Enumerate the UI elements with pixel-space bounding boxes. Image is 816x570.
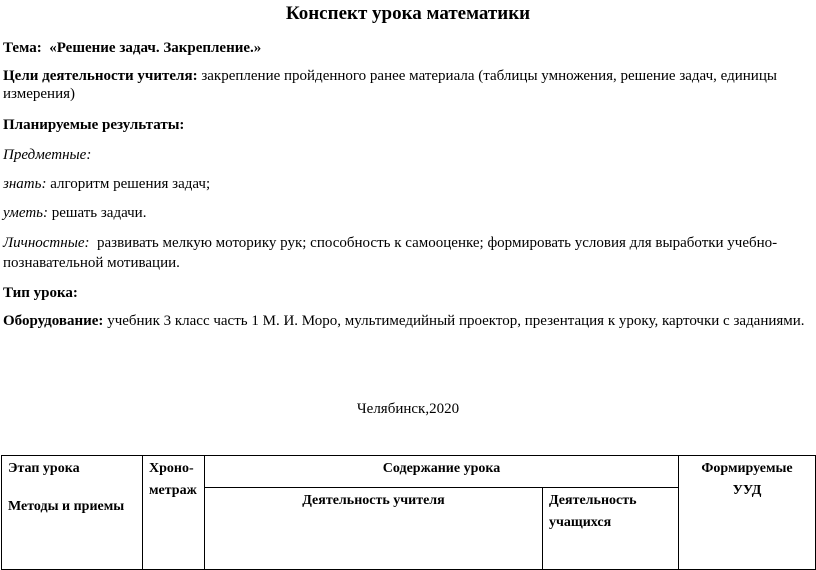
stage-methods-header bbox=[2, 456, 143, 570]
stage-header: Этап урока bbox=[8, 461, 80, 476]
can-label: уметь: bbox=[3, 205, 48, 221]
equipment-line bbox=[3, 311, 805, 331]
know-value: алгоритм решения задач; bbox=[50, 176, 211, 192]
student-activity-header bbox=[543, 488, 679, 570]
goals-text-1: закрепление пройденного ранее материала (таблицы умножения, решение задач, единицы bbox=[201, 68, 777, 84]
teacher-activity-header: Деятельность учителя bbox=[205, 488, 543, 570]
subject-results-label: Предметные: bbox=[3, 147, 92, 163]
can-value: решать задачи. bbox=[51, 205, 147, 221]
student-activity-line-2: учащихся bbox=[549, 515, 612, 530]
uud-header-line-1: Формируемые bbox=[701, 461, 793, 476]
personal-line-1 bbox=[3, 233, 777, 253]
goals-label: Цели деятельности учителя: bbox=[3, 68, 198, 84]
document-title: Конспект урока математики bbox=[285, 3, 531, 24]
topic-label: Тема: bbox=[3, 40, 42, 56]
lesson-table bbox=[1, 455, 816, 570]
know-line bbox=[3, 174, 210, 194]
goals-line-1 bbox=[3, 66, 777, 86]
lesson-type-label: Тип урока: bbox=[3, 285, 78, 301]
goals-line-2 bbox=[3, 84, 75, 104]
equipment-value: учебник 3 класс часть 1 М. И. Моро, мультимедийный проектор, презентация к уроку, карточки с заданиями. bbox=[107, 313, 805, 329]
city-year: Челябинск,2020 bbox=[356, 401, 460, 417]
equipment-label: Оборудование: bbox=[3, 313, 104, 329]
goals-text-2: измерения) bbox=[3, 86, 75, 102]
uud-header-line-2: УУД bbox=[732, 483, 762, 498]
content-header: Содержание урока bbox=[205, 456, 679, 488]
planned-results-heading: Планируемые результаты: bbox=[3, 117, 185, 133]
personal-label: Личностные: bbox=[3, 235, 90, 251]
methods-header: Методы и приемы bbox=[8, 499, 125, 514]
personal-text-1: развивать мелкую моторику рук; способность к самооценке; формировать условия для выработки учебно- bbox=[97, 235, 778, 251]
timing-header-line-1: Хроно- bbox=[149, 461, 194, 476]
timing-header-line-2: метраж bbox=[149, 483, 197, 498]
personal-line-2 bbox=[3, 253, 180, 273]
timing-header bbox=[143, 456, 205, 570]
topic-line bbox=[3, 38, 261, 58]
can-line bbox=[3, 203, 146, 223]
uud-header bbox=[679, 456, 816, 570]
know-label: знать: bbox=[3, 176, 47, 192]
topic-value: «Решение задач. Закрепление.» bbox=[49, 40, 262, 56]
student-activity-line-1: Деятельность bbox=[549, 493, 637, 508]
personal-text-2: познавательной мотивации. bbox=[3, 255, 180, 271]
